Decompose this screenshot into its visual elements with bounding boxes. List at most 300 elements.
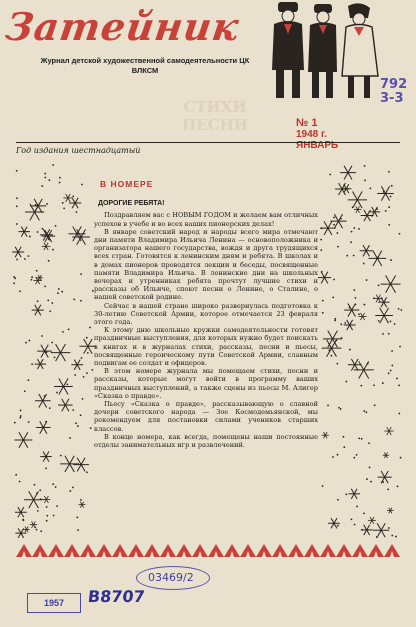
snow-dot xyxy=(56,505,58,507)
snowflake xyxy=(318,272,331,284)
snow-dot xyxy=(332,456,334,458)
snow-dot xyxy=(14,277,16,279)
snowflake xyxy=(42,496,50,503)
snow-dot xyxy=(82,398,84,400)
issue-info xyxy=(296,118,356,151)
snowflake xyxy=(73,458,89,472)
snow-dot xyxy=(72,196,74,198)
snow-dot xyxy=(15,474,17,476)
snow-dot xyxy=(366,478,368,480)
snow-dot xyxy=(52,164,54,166)
snow-dot xyxy=(77,529,79,531)
snow-dot xyxy=(69,437,71,439)
snow-dot xyxy=(28,255,30,257)
snow-dot xyxy=(365,411,367,413)
snow-dot xyxy=(59,177,61,179)
snow-dot xyxy=(368,442,370,444)
snow-dot xyxy=(390,259,392,261)
issue-month: ЯНВАРЬ xyxy=(296,140,339,151)
snow-dot xyxy=(39,489,41,491)
snow-dot xyxy=(36,270,38,272)
article-paragraph: В этом номере журнала мы помещаем стихи, песни и рассказы, которые могут войти в программу ваших праздничных выступлений, а также сцены из пьесы М. Алигер «Сказка о правде». xyxy=(94,367,318,400)
snow-dot xyxy=(62,202,64,204)
snow-dot xyxy=(340,323,342,325)
snow-dot xyxy=(322,300,324,302)
snow-dot xyxy=(369,466,371,468)
snow-dot xyxy=(333,279,335,281)
snow-dot xyxy=(374,404,376,406)
snow-dot xyxy=(328,349,330,351)
snow-dot xyxy=(333,217,335,219)
snow-dot xyxy=(391,185,393,187)
ornament-motif xyxy=(384,544,400,557)
snow-dot xyxy=(388,206,390,208)
snow-dot xyxy=(356,454,358,456)
snow-dot xyxy=(388,224,390,226)
snow-dot xyxy=(63,207,65,209)
snow-dot xyxy=(14,422,16,424)
snow-dot xyxy=(353,227,355,229)
snow-dot xyxy=(55,225,57,227)
snow-dot xyxy=(331,355,333,357)
snowflake xyxy=(330,214,346,228)
snow-dot xyxy=(22,520,24,522)
snow-dot xyxy=(346,255,348,257)
snow-dot xyxy=(76,211,78,213)
article-paragraph: Пьесу «Сказка о правде», рассказывающую о славной дочери советского народа — Зое Космодемьянской, мы рекомендуем для постановки силами учеников старших классов. xyxy=(94,400,318,433)
ornament-motif xyxy=(144,544,160,557)
magazine-subtitle: Журнал детской художественной самодеятельности ЦК ВЛКСМ xyxy=(40,56,250,75)
snow-dot xyxy=(321,271,323,273)
snow-dot xyxy=(49,407,51,409)
snow-dot xyxy=(391,365,393,367)
snow-dot xyxy=(358,437,360,439)
ornament-motif xyxy=(368,544,384,557)
snow-dot xyxy=(47,299,49,301)
snow-dot xyxy=(337,499,339,501)
snow-dot xyxy=(355,303,357,305)
snowflake xyxy=(32,305,44,316)
handwritten-note xyxy=(380,78,416,106)
snow-dot xyxy=(363,263,365,265)
article-paragraph: Поздравляем вас с НОВЫМ ГОДОМ и желаем вам отличных успехов в учебе и во всех ваших пионерских делах! xyxy=(94,211,318,228)
snowflake xyxy=(348,489,360,499)
snow-dot xyxy=(86,372,88,374)
snow-dot xyxy=(35,204,37,206)
snow-dot xyxy=(44,177,46,179)
snow-dot xyxy=(376,208,378,210)
snow-dot xyxy=(91,369,93,371)
snow-dot xyxy=(55,486,57,488)
snow-dot xyxy=(363,512,365,514)
snow-dot xyxy=(378,285,380,287)
content-panel xyxy=(12,162,404,540)
snowflake xyxy=(344,320,356,330)
snow-dot xyxy=(353,457,355,459)
snow-dot xyxy=(72,487,74,489)
snow-dot xyxy=(361,385,363,387)
snow-dot xyxy=(364,304,366,306)
snowflake xyxy=(377,186,394,200)
snow-dot xyxy=(20,415,22,417)
ornament-motif xyxy=(64,544,80,557)
snowflake xyxy=(383,452,389,458)
snow-dot xyxy=(344,322,346,324)
snow-dot xyxy=(20,410,22,412)
snowflake xyxy=(30,521,37,527)
snow-dot xyxy=(60,455,62,457)
snow-dot xyxy=(388,333,390,335)
snowflake xyxy=(368,517,376,524)
snow-dot xyxy=(373,384,375,386)
ornament-motif xyxy=(272,544,288,557)
snow-dot xyxy=(13,276,15,278)
snow-dot xyxy=(48,260,50,262)
snow-dot xyxy=(51,302,53,304)
snow-dot xyxy=(29,236,31,238)
snowflake xyxy=(35,359,46,369)
snow-dot xyxy=(340,408,342,410)
snow-dot xyxy=(80,273,82,275)
ornament-motif xyxy=(208,544,224,557)
ornament-motif xyxy=(96,544,112,557)
snow-dot xyxy=(68,328,70,330)
snow-dot xyxy=(336,363,338,365)
library-year-stamp: 1957 xyxy=(27,593,81,613)
snow-dot xyxy=(37,231,39,233)
snow-dot xyxy=(46,515,48,517)
snow-dot xyxy=(34,484,36,486)
inventory-number: В8707 xyxy=(87,587,146,606)
snow-dot xyxy=(388,171,390,173)
snowflake xyxy=(37,345,52,358)
ornament-motif xyxy=(304,544,320,557)
snow-dot xyxy=(388,527,390,529)
snow-dot xyxy=(336,339,338,341)
snowflake xyxy=(320,221,336,235)
snow-dot xyxy=(370,481,372,483)
snow-dot xyxy=(34,526,36,528)
snow-dot xyxy=(337,525,339,527)
snow-dot xyxy=(340,218,342,220)
library-stamps xyxy=(0,565,416,627)
handwritten-line: 792 xyxy=(380,77,408,92)
snow-dot xyxy=(44,173,46,175)
snow-dot xyxy=(377,256,379,258)
snow-dot xyxy=(52,483,54,485)
issue-year: 1948 г. xyxy=(296,129,327,140)
snow-dot xyxy=(390,196,392,198)
snow-dot xyxy=(19,290,21,292)
snow-dot xyxy=(16,170,18,172)
snow-dot xyxy=(90,427,92,429)
snowflake xyxy=(35,394,51,408)
snowflake xyxy=(348,359,362,371)
header-rule xyxy=(16,142,400,143)
ornament-motif xyxy=(176,544,192,557)
ornament-motif xyxy=(48,544,64,557)
snowflake xyxy=(12,247,24,258)
snow-dot xyxy=(366,279,368,281)
snow-dot xyxy=(351,231,353,233)
snow-dot xyxy=(56,392,58,394)
snowflake xyxy=(63,194,72,202)
snowflake xyxy=(368,251,386,266)
snow-dot xyxy=(81,357,83,359)
snowflake xyxy=(322,432,329,438)
snow-dot xyxy=(385,210,387,212)
snow-dot xyxy=(364,179,366,181)
snow-dot xyxy=(46,203,48,205)
snowflake xyxy=(328,518,340,528)
snowflake xyxy=(341,184,351,193)
snowflake xyxy=(373,523,389,537)
snow-dot xyxy=(355,297,357,299)
snow-dot xyxy=(397,485,399,487)
ornament-motif xyxy=(320,544,336,557)
bleed-through-line: ПЕСНИ xyxy=(182,116,248,134)
ornament-motif xyxy=(160,544,176,557)
snow-dot xyxy=(57,292,59,294)
snowflake xyxy=(42,243,51,250)
ornament-motif xyxy=(16,544,32,557)
snow-dot xyxy=(16,197,18,199)
snow-dot xyxy=(396,378,398,380)
snow-dot xyxy=(31,279,33,281)
snow-dot xyxy=(369,187,371,189)
snowflake xyxy=(387,508,393,514)
ornament-motif xyxy=(288,544,304,557)
snow-dot xyxy=(345,494,347,496)
snow-dot xyxy=(25,342,27,344)
snow-dot xyxy=(398,413,400,415)
snow-dot xyxy=(382,382,384,384)
snow-dot xyxy=(66,383,68,385)
snow-dot xyxy=(19,417,21,419)
snow-dot xyxy=(329,174,331,176)
snowflake xyxy=(381,275,401,292)
ornament-motif xyxy=(192,544,208,557)
masthead xyxy=(0,0,416,155)
snow-dot xyxy=(49,310,51,312)
snow-dot xyxy=(343,436,345,438)
snow-dot xyxy=(358,228,360,230)
article-paragraph: В конце номера, как всегда, помещены наши постоянные отделы занимательных игр и развлечений. xyxy=(94,432,318,450)
snow-dot xyxy=(16,205,18,207)
ornament-motif xyxy=(240,544,256,557)
snow-dot xyxy=(36,492,38,494)
snow-dot xyxy=(383,191,385,193)
snowflake xyxy=(71,360,83,370)
snow-dot xyxy=(376,536,378,538)
bleed-through-text xyxy=(155,98,275,134)
snow-dot xyxy=(361,438,363,440)
ornament-motif xyxy=(224,544,240,557)
snow-dot xyxy=(24,258,26,260)
snow-dot xyxy=(400,457,402,459)
snow-dot xyxy=(44,285,46,287)
bleed-through-line: СТИХИ xyxy=(183,98,247,116)
snow-dot xyxy=(46,351,48,353)
snow-dot xyxy=(28,421,30,423)
snow-dot xyxy=(59,182,61,184)
snowflake xyxy=(18,227,30,237)
snowflake xyxy=(60,456,79,472)
snow-dot xyxy=(46,520,48,522)
snow-dot xyxy=(398,308,400,310)
snow-dot xyxy=(332,296,334,298)
snow-dot xyxy=(58,288,60,290)
snow-dot xyxy=(367,363,369,365)
snow-dot xyxy=(320,239,322,241)
handwritten-line: 3-3 xyxy=(380,91,404,106)
snow-dot xyxy=(41,335,43,337)
ornament-motif xyxy=(80,544,96,557)
snowflake xyxy=(15,507,27,517)
snowflake xyxy=(323,331,342,348)
snowflake xyxy=(23,527,29,533)
greeting: ДОРОГИЕ РЕБЯТА! xyxy=(98,200,165,208)
ornament-motif xyxy=(256,544,272,557)
snow-dot xyxy=(40,530,42,532)
snow-dot xyxy=(387,489,389,491)
snow-dot xyxy=(45,421,47,423)
snow-dot xyxy=(320,249,322,251)
snow-dot xyxy=(36,529,38,531)
snow-dot xyxy=(31,276,33,278)
year-of-publication: Год издания шестнадцатый xyxy=(16,146,141,155)
snow-dot xyxy=(77,425,79,427)
snow-dot xyxy=(322,312,324,314)
snowflake xyxy=(378,471,392,483)
snow-dot xyxy=(351,518,353,520)
snow-dot xyxy=(40,498,42,500)
snowflake xyxy=(344,303,359,316)
snowflake xyxy=(348,191,367,208)
snow-dot xyxy=(352,206,354,208)
snowflake xyxy=(384,427,393,435)
snow-dot xyxy=(87,352,89,354)
snow-dot xyxy=(378,320,380,322)
snow-dot xyxy=(382,333,384,335)
ornament-motif xyxy=(128,544,144,557)
snow-dot xyxy=(337,246,339,248)
snow-dot xyxy=(62,331,64,333)
snow-dot xyxy=(363,410,365,412)
snow-dot xyxy=(81,184,83,186)
snow-dot xyxy=(86,471,88,473)
article-paragraph: Сейчас в нашей стране широко развернулась подготовка к 30-летию Советской Армии, которое отмечается 23 февраля этого года. xyxy=(94,301,318,327)
snowflake xyxy=(40,452,52,462)
snow-dot xyxy=(356,506,358,508)
snowflake xyxy=(340,166,356,180)
snow-dot xyxy=(45,468,47,470)
snow-dot xyxy=(16,259,18,261)
snow-dot xyxy=(46,506,48,508)
snow-dot xyxy=(321,227,323,229)
snow-dot xyxy=(86,337,88,339)
snow-dot xyxy=(353,255,355,257)
snow-dot xyxy=(89,327,91,329)
snow-dot xyxy=(345,381,347,383)
snow-dot xyxy=(19,481,21,483)
snow-dot xyxy=(73,299,75,301)
snow-dot xyxy=(334,320,336,322)
snowflake xyxy=(354,206,361,212)
snowflake xyxy=(58,399,73,412)
editorial-article xyxy=(94,180,318,449)
snow-dot xyxy=(13,282,15,284)
snow-dot xyxy=(391,350,393,352)
article-paragraph: К этому дню школьные кружки самодеятельности готовят праздничные выступления, для которых нужно будет поискать в книгах и в журналах стихи, рассказы, песни и пьесы, посвященные героическому пути Советской Армии, славным подвигам ее солдат и офицеров. xyxy=(94,326,318,368)
snowflake xyxy=(79,502,86,508)
snow-dot xyxy=(399,233,401,235)
ornament-motif xyxy=(336,544,352,557)
snow-dot xyxy=(334,318,336,320)
snow-dot xyxy=(44,395,46,397)
snow-dot xyxy=(322,485,324,487)
snow-dot xyxy=(53,515,55,517)
snow-dot xyxy=(353,289,355,291)
snowflake-decoration-left xyxy=(12,162,96,540)
ornament-motif xyxy=(32,544,48,557)
snow-dot xyxy=(31,363,33,365)
catalog-number: 03469/2 xyxy=(148,571,194,584)
snow-dot xyxy=(24,390,26,392)
snow-dot xyxy=(75,422,77,424)
snow-dot xyxy=(361,529,363,531)
folk-ornament-border xyxy=(16,541,400,557)
ornament-motif xyxy=(112,544,128,557)
snowflake xyxy=(36,421,50,434)
snowflake xyxy=(69,198,81,209)
snow-dot xyxy=(51,342,53,344)
snow-dot xyxy=(338,407,340,409)
snow-dot xyxy=(388,372,390,374)
snow-dot xyxy=(83,376,85,378)
snow-dot xyxy=(398,384,400,386)
snow-dot xyxy=(395,536,397,538)
snow-dot xyxy=(80,414,82,416)
snow-dot xyxy=(364,165,366,167)
snow-dot xyxy=(80,499,82,501)
snow-dot xyxy=(337,454,339,456)
snow-dot xyxy=(391,535,393,537)
ornament-motif xyxy=(352,544,368,557)
snow-dot xyxy=(350,241,352,243)
snowflake xyxy=(51,344,71,361)
snow-dot xyxy=(29,340,31,342)
snow-dot xyxy=(390,370,392,372)
snow-dot xyxy=(41,228,43,230)
snow-dot xyxy=(74,374,76,376)
snow-dot xyxy=(373,297,375,299)
snow-dot xyxy=(394,323,396,325)
snow-dot xyxy=(48,179,50,181)
snow-dot xyxy=(358,313,360,315)
snow-dot xyxy=(341,337,343,339)
snowflake xyxy=(30,199,46,213)
snow-dot xyxy=(333,224,335,226)
article-paragraph: В январе советский народ и народы всего мира отмечают дни памяти Владимира Ильича Ленина — основоположника и организатора нашего государства, вождя и друга трудящихся всех стран. Готовятся к ленинским дням и ребята. В школах и в домах пионеров проводятся лекции и беседы, посвященные памяти Владимира Ильича. В ленинские дни на школьных вечерах и утренниках ребята прочтут лучшие стихи и рассказы об Ильиче, споют песни о Ленине, о Сталине, о нашей советской родине. xyxy=(94,227,318,302)
snow-dot xyxy=(61,291,63,293)
snow-dot xyxy=(80,300,82,302)
snow-dot xyxy=(349,349,351,351)
snow-dot xyxy=(382,481,384,483)
snow-dot xyxy=(41,185,43,187)
section-title: В НОМЕРЕ xyxy=(100,179,154,189)
snow-dot xyxy=(400,309,402,311)
